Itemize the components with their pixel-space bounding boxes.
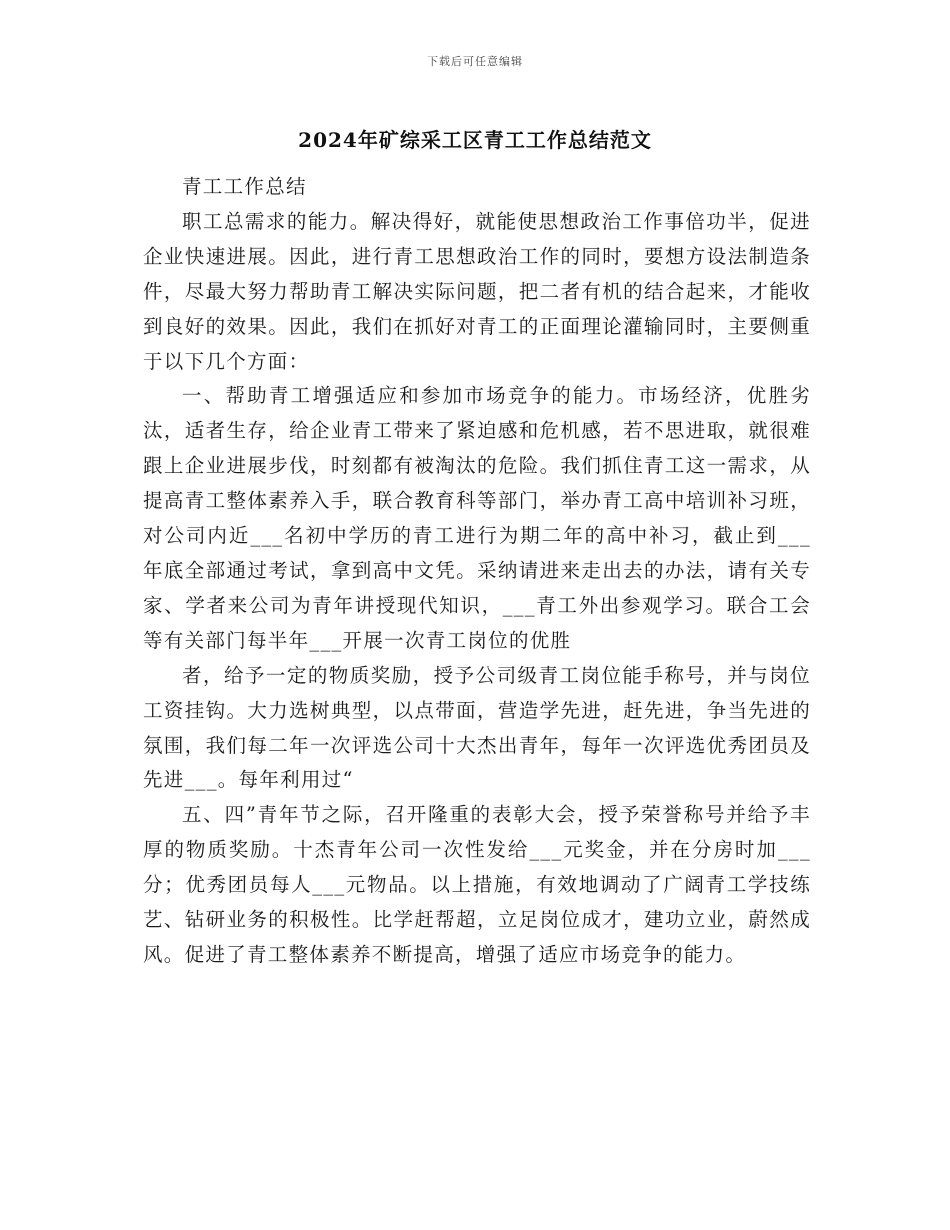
document-title: 2024年矿综采工区青工工作总结范文 xyxy=(298,128,652,152)
paragraph-intro: 职工总需求的能力。解决得好，就能使思想政治工作事倍功半，促进企业快速进展。因此，进行青工思想政治工作的同时，要想方设法制造条件，尽最大努力帮助青工解决实际问题，把二者有机的结合起来，才能收到良好的效果。因此，我们在抓好对青工的正面理论灌输同时，主要侧重于以下几个方面： xyxy=(143,209,811,373)
paragraph-awards: 者，给予一定的物质奖励，授予公司级青工岗位能手称号，并与岗位工资挂钩。大力选树典型，以点带面，营造学先进，赶先进，争当先进的氛围，我们每二年一次评选公司十大杰出青年，每年一次评选优秀团员及先进___。每年利用过“ xyxy=(143,663,811,792)
document-body xyxy=(143,170,811,973)
paragraph-section-one: 一、帮助青工增强适应和参加市场竞争的能力。市场经济，优胜劣汰，适者生存，给企业青工带来了紧迫感和危机感，若不思进取，就很难跟上企业进展步伐，时刻都有被淘汰的危险。我们抓住青工这一需求，从提高青工整体素养入手，联合教育科等部门，举办青工高中培训补习班，对公司内近___名初中学历的青工进行为期二年的高中补习，截止到___年底全部通过考试，拿到高中文凭。采纳请进来走出去的办法，请有关专家、学者来公司为青年讲授现代知识，___青工外出参观学习。联合工会等有关部门每半年___开展一次青工岗位的优胜 xyxy=(143,384,811,652)
paragraph-heading: 青工工作总结 xyxy=(182,175,307,198)
paragraph-youth-day: 五、四”青年节之际，召开隆重的表彰大会，授予荣誉称号并给予丰厚的物质奖励。十杰青年公司一次性发给___元奖金，并在分房时加___分；优秀团员每人___元物品。以上措施，有效地调动了广阔青工学技练艺、钻研业务的积极性。比学赶帮超，立足岗位成才，建功立业，蔚然成风。促进了青工整体素养不断提高，增强了适应市场竞争的能力。 xyxy=(143,803,811,966)
header-note: 下载后可任意编辑 xyxy=(427,55,523,68)
